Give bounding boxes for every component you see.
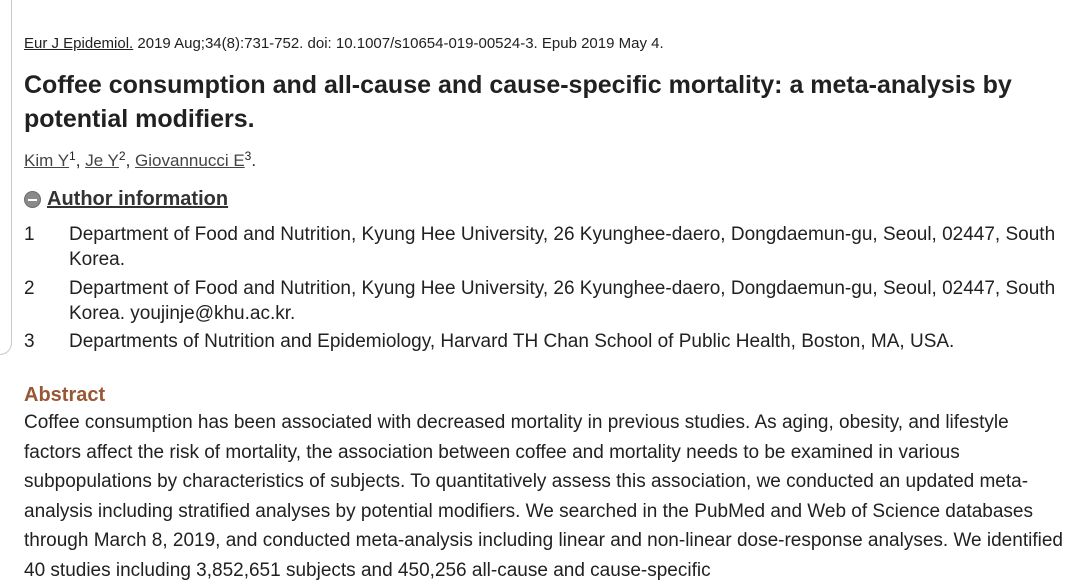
author-affiliation-ref: 2 bbox=[118, 149, 126, 163]
affiliation-text: Department of Food and Nutrition, Kyung Hee University, 26 Kyunghee-daero, Dongdaemun-gu, Seoul, 02447, South Korea. bbox=[69, 224, 1056, 270]
affiliation-text: Departments of Nutrition and Epidemiology, Harvard TH Chan School of Public Health, Boston, MA, USA. bbox=[69, 331, 955, 352]
abstract-text: Coffee consumption has been associated with decreased mortality in previous studies. As aging, obesity, and lifestyle factors affect the risk of mortality, the association between coffee and mortality needs to be examined in various subpopulations by characteristics of subjects. To quantitatively assess this association, we conducted an updated meta-analysis including stratified analyses by potential modifiers. We searched in the PubMed and Web of Science databases through March 8, 2019, and conducted meta-analysis including linear and non-linear dose-response analyses. We identified 40 studies including 3,852,651 subjects and 450,256 all-cause and cause-specific bbox=[24, 412, 1063, 581]
affiliation-number: 2 bbox=[24, 278, 35, 299]
minus-circle-icon[interactable] bbox=[24, 191, 41, 208]
panel-border bbox=[0, 0, 12, 355]
citation-details: 2019 Aug;34(8):731-752. doi: 10.1007/s10654-019-00524-3. Epub 2019 May 4. bbox=[133, 35, 664, 52]
affiliation-number: 1 bbox=[24, 224, 35, 245]
journal-link[interactable]: Eur J Epidemiol. bbox=[24, 35, 134, 52]
author-affiliation-ref: 1 bbox=[69, 149, 76, 163]
affiliation-item bbox=[24, 222, 1064, 272]
citation bbox=[24, 34, 664, 54]
author-list: Kim $Y^1$, Je $Y^2$, Giovannucci $E^3$. bbox=[24, 149, 257, 170]
affiliation-item bbox=[24, 276, 1064, 326]
author-information-label[interactable]: Author information bbox=[47, 188, 229, 210]
author-affiliation-ref: 3 bbox=[244, 149, 252, 163]
article-title: Coffee consumption and all-cause and cause-specific mortality: a meta-analysis by potential modifiers. bbox=[24, 71, 1012, 133]
affiliation-item bbox=[24, 329, 1064, 354]
author-link[interactable]: Kim Y bbox=[24, 151, 70, 170]
affiliation-text: Department of Food and Nutrition, Kyung Hee University, 26 Kyunghee-daero, Dongdaemun-gu, Seoul, 02447, South Korea. youjinje@khu.ac.kr. bbox=[69, 278, 1056, 324]
author-link[interactable]: Je Y bbox=[85, 151, 119, 170]
author-link[interactable]: Giovannucci E bbox=[135, 151, 245, 170]
author-information-toggle[interactable] bbox=[24, 186, 228, 212]
abstract-heading: Abstract bbox=[24, 384, 106, 406]
affiliation-number: 3 bbox=[24, 331, 35, 352]
